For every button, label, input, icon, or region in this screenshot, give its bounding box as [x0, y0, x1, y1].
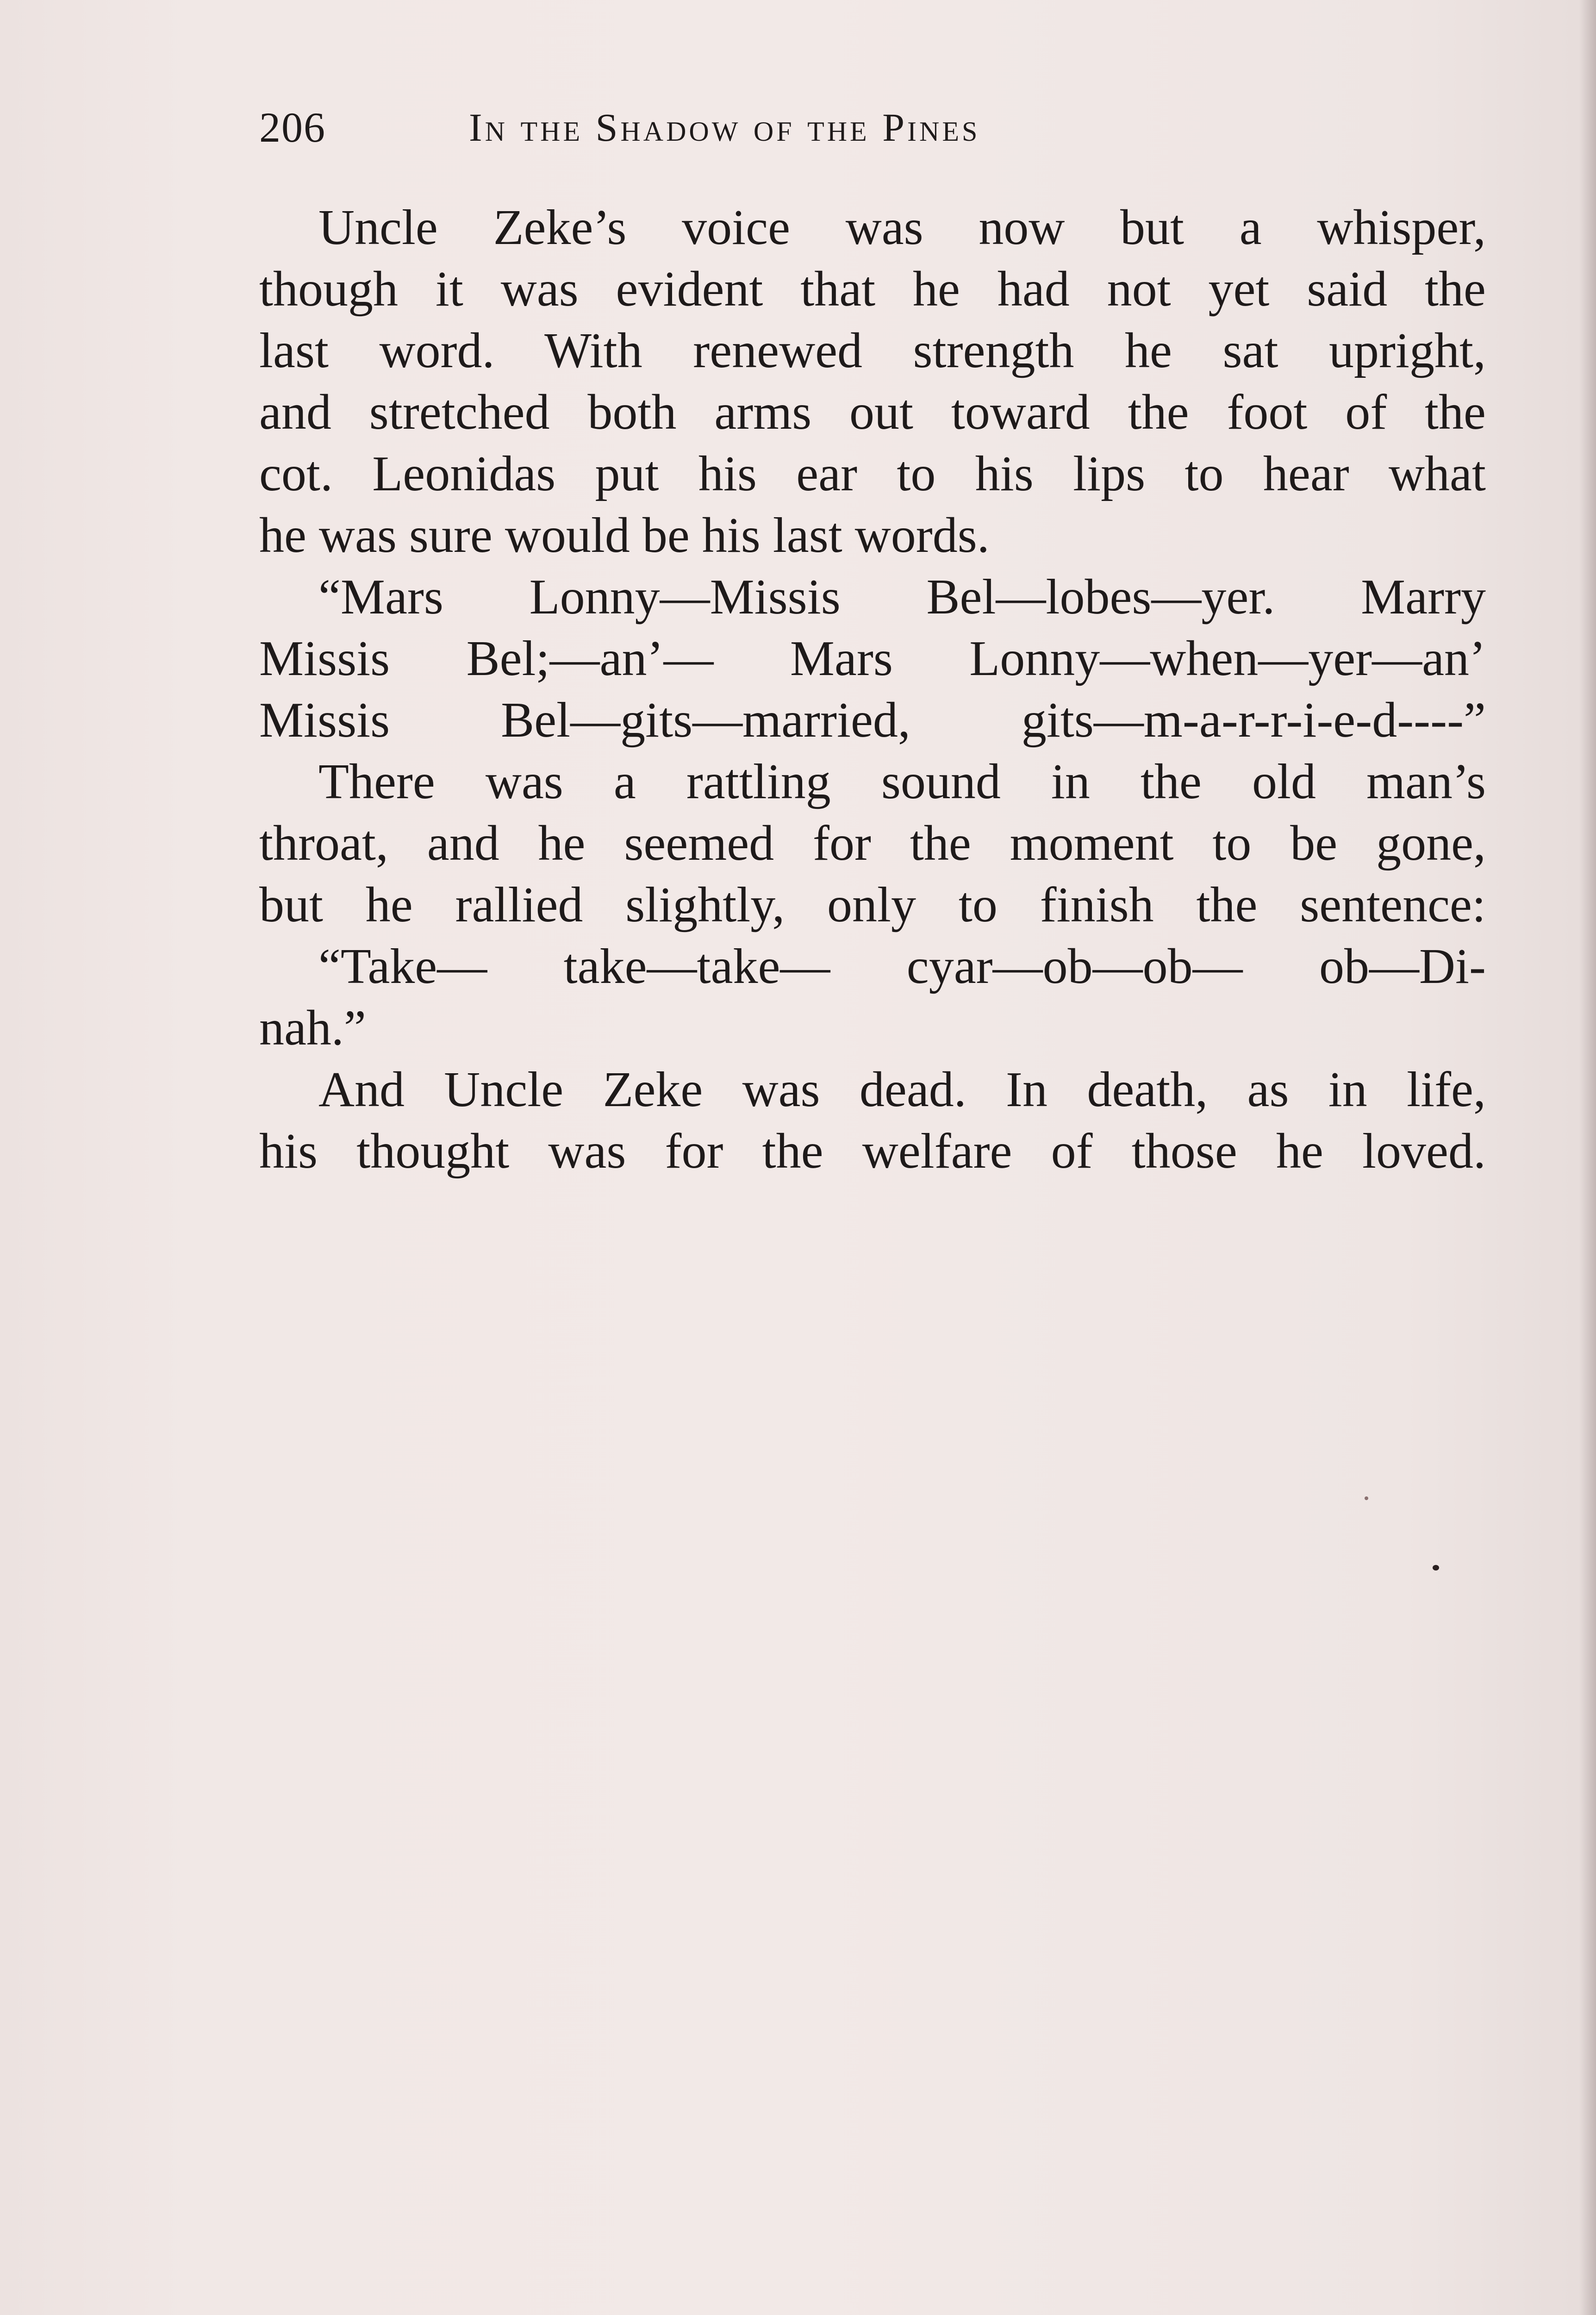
- text-line: And Uncle Zeke was dead. In death, as in life,: [318, 1062, 1486, 1117]
- text-line: “Mars Lonny—Missis Bel—lobes—yer. Marry: [318, 569, 1486, 625]
- ink-speck: [1433, 1565, 1439, 1570]
- text-line: he was sure would be his last words.: [259, 508, 990, 563]
- text-line: last word. With renewed strength he sat upright,: [259, 323, 1486, 378]
- ink-speck: [1365, 1496, 1368, 1500]
- text-line: though it was evident that he had not yet said the: [259, 262, 1486, 317]
- text-line: nah.”: [259, 1001, 366, 1056]
- text-line: cot. Leonidas put his ear to his lips to hear what: [259, 446, 1486, 501]
- text-line: throat, and he seemed for the moment to be gone,: [259, 816, 1486, 871]
- text-line: Uncle Zeke’s voice was now but a whisper,: [318, 200, 1486, 255]
- text-line: his thought was for the welfare of those he loved.: [259, 1124, 1486, 1179]
- text-line: and stretched both arms out toward the foot of the: [259, 385, 1486, 440]
- text-line: “Take— take—take— cyar—ob—ob— ob—Di-: [318, 939, 1486, 994]
- running-header: [259, 95, 1278, 160]
- body-text: [259, 197, 1486, 1182]
- running-title: In the Shadow of the Pines: [469, 105, 980, 150]
- text-line: Missis Bel;—an’— Mars Lonny—when—yer—an’: [259, 631, 1486, 686]
- text-line: Missis Bel—gits—married, gits—m-a-r-r-i-e-d----”: [259, 693, 1486, 748]
- text-line: but he rallied slightly, only to finish the sentence:: [259, 877, 1486, 932]
- text-line: There was a rattling sound in the old man’s: [318, 754, 1486, 809]
- page-number: 206: [259, 104, 326, 151]
- page-edge-shadow: [1579, 0, 1596, 2315]
